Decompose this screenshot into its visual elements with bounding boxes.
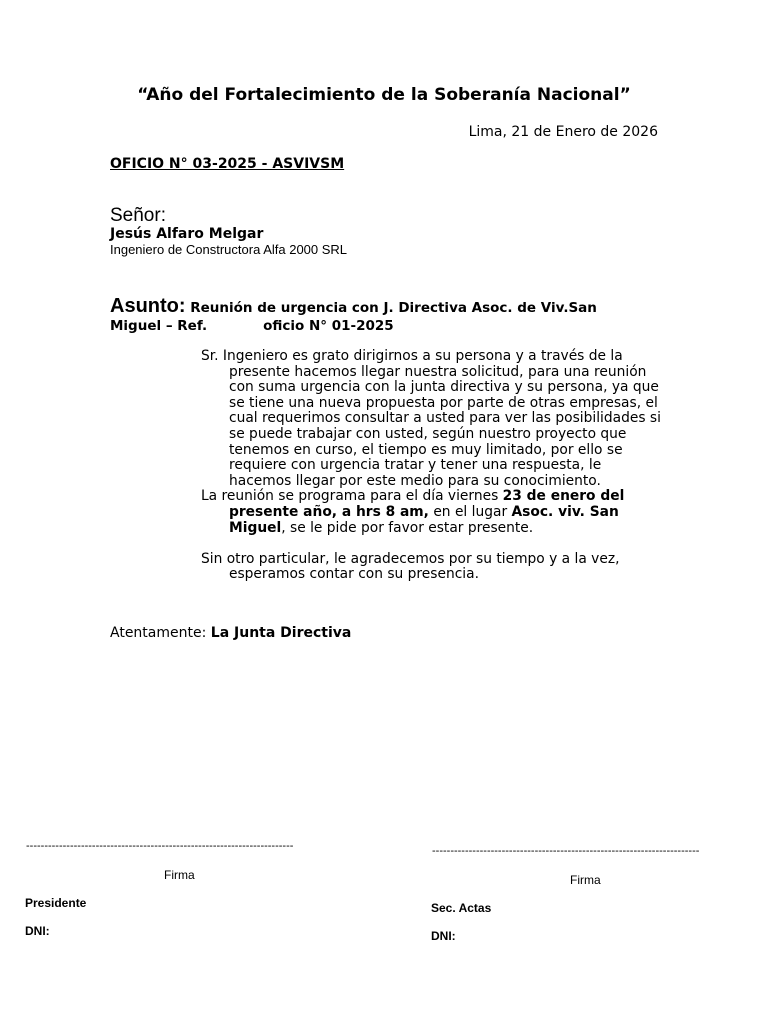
p2-text-c: en el lugar (428, 503, 512, 520)
body-paragraph-2 (201, 489, 661, 536)
meeting-place: Asoc. viv. San Miguel (229, 503, 619, 536)
subject-text-2a: Miguel – Ref. (110, 318, 208, 334)
closing-label: Atentamente: (110, 625, 211, 641)
subject-text-2b: oficio N° 01-2025 (263, 318, 394, 334)
signature-line-right: ------------------------------------------------------------------------- (432, 845, 700, 857)
president-label: Presidente (25, 896, 87, 910)
firma-label-right: Firma (570, 873, 601, 887)
document-motto: “Año del Fortalecimiento de la Soberanía Nacional” (137, 85, 631, 105)
body-paragraph-1: Sr. Ingeniero es grato dirigirnos a su persona y a través de la presente hacemos llegar nuestra solicitud, para una reunión con suma urgencia con la junta directiva y su persona, ya que se tiene una nueva propuesta por parte de otras empresas, el cual requerimos consultar a usted para ver las posibilidades si se puede trabajar con usted, según nuestro proyecto que tenemos en curso, el tiempo es muy limitado, por ello se requiere con urgencia tratar y tener una respuesta, le hacemos llegar por este medio para su conocimiento. (201, 348, 661, 489)
subject-label: Asunto: (110, 295, 186, 317)
recipient-role: Ingeniero de Constructora Alfa 2000 SRL (110, 242, 348, 257)
closing (110, 625, 351, 641)
subject-line-1 (110, 295, 597, 318)
p2-text-a: La reunión se programa para el día viernes (201, 488, 503, 505)
body-paragraph-3: Sin otro particular, le agradecemos por su tiempo y a la vez, esperamos contar con su presencia. (201, 550, 620, 583)
firma-label-left: Firma (164, 868, 195, 882)
subject-text-1: Reunión de urgencia con J. Directiva Asoc. de Viv.San (190, 300, 597, 316)
subject-line-2 (110, 318, 394, 334)
p2-text-e: , se le pide por favor estar presente. (281, 519, 534, 536)
recipient-name: Jesús Alfaro Melgar (110, 226, 264, 242)
signature-line-left: ------------------------------------------------------------------------- (26, 840, 294, 852)
letter-body (201, 349, 661, 583)
salutation: Señor: (110, 205, 166, 226)
meeting-date: 23 de enero del presente año, a hrs 8 am, (229, 488, 625, 520)
oficio-number: OFICIO N° 03-2025 - ASVIVSM (110, 156, 345, 172)
dni-label-right: DNI: (431, 929, 456, 943)
secretary-label: Sec. Actas (431, 901, 492, 915)
document-date: Lima, 21 de Enero de 2026 (468, 124, 658, 140)
dni-label-left: DNI: (25, 924, 50, 938)
closing-signer: La Junta Directiva (210, 625, 352, 641)
